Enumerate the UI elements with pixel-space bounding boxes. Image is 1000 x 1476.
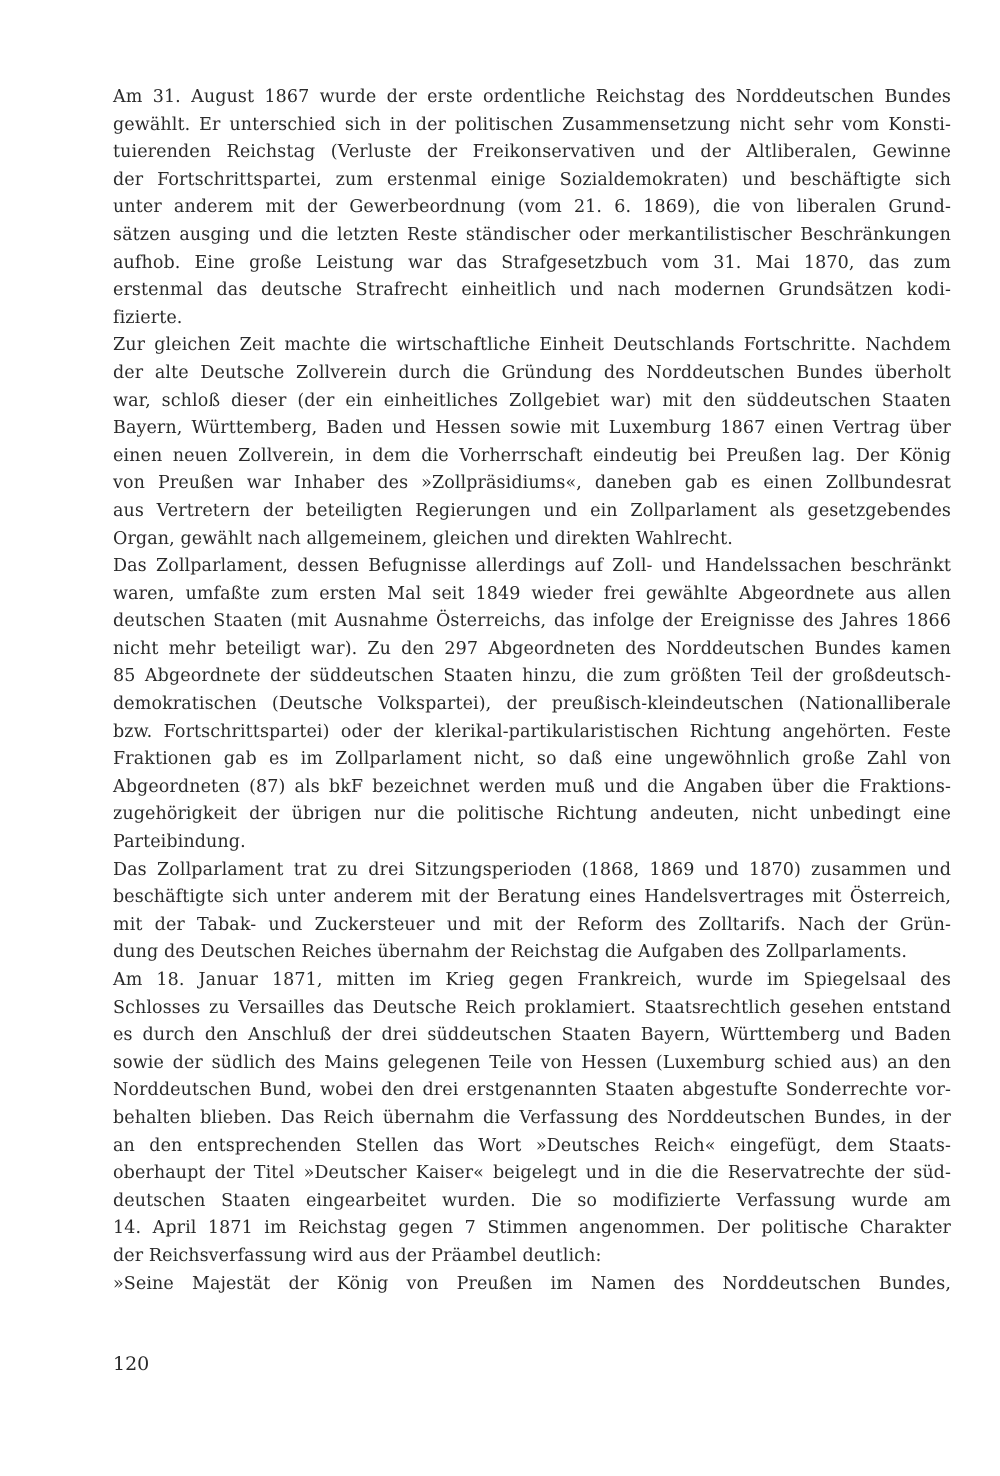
text-line: deutschen Staaten (mit Ausnahme Österreichs, das infolge der Ereignisse des Jahres 1866 <box>113 611 951 632</box>
text-line: Zur gleichen Zeit machte die wirtschaftliche Einheit Deutschlands Fortschritte. Nachdem <box>113 335 951 356</box>
text-line: behalten blieben. Das Reich übernahm die Verfassung des Norddeutschen Bundes, in der <box>113 1107 951 1128</box>
text-line: 85 Abgeordnete der süddeutschen Staaten hinzu, die zum größten Teil der großdeutsch- <box>113 666 951 687</box>
text-line: einen neuen Zollverein, in dem die Vorherrschaft eindeutig bei Preußen lag. Der König <box>113 445 951 466</box>
text-line: gewählt. Er unterschied sich in der politischen Zusammensetzung nicht sehr vom Konsti- <box>113 114 951 135</box>
text-line: 14. April 1871 im Reichstag gegen 7 Stimmen angenommen. Der politische Charakter <box>113 1218 951 1239</box>
text-line: aus Vertretern der beteiligten Regierungen und ein Zollparlament als gesetzgebendes <box>113 500 951 521</box>
text-line: sowie der südlich des Mains gelegenen Teile von Hessen (Luxemburg schied aus) an den <box>113 1052 951 1073</box>
text-line: Am 18. Januar 1871, mitten im Krieg gegen Frankreich, wurde im Spiegelsaal des <box>113 970 951 990</box>
text-line: Bayern, Württemberg, Baden und Hessen sowie mit Luxemburg 1867 einen Vertrag über <box>113 418 951 439</box>
body-text <box>113 84 951 1298</box>
text-line: Abgeordneten (87) als bkF bezeichnet werden muß und die Angaben über die Fraktions- <box>113 776 951 797</box>
page-number: 120 <box>113 1353 150 1375</box>
text-line: »Seine Majestät der König von Preußen im Namen des Norddeutschen Bundes, <box>113 1273 951 1294</box>
text-line: deutschen Staaten eingearbeitet wurden. Die so modifizierte Verfassung wurde am <box>113 1190 951 1211</box>
text-line: es durch den Anschluß der drei süddeutschen Staaten Bayern, Württemberg und Baden <box>113 1025 951 1046</box>
text-line: aufhob. Eine große Leistung war das Strafgesetzbuch vom 31. Mai 1870, das zum <box>113 252 951 273</box>
text-line: der Reichsverfassung wird aus der Präambel deutlich: <box>113 1245 602 1266</box>
text-line: war, schloß dieser (der ein einheitliches Zollgebiet war) mit den süddeutschen Staaten <box>113 390 951 411</box>
text-line: beschäftigte sich unter anderem mit der Beratung eines Handelsvertrages mit Österreich, <box>113 887 951 908</box>
text-line: mit der Tabak- und Zuckersteuer und mit der Reform des Zolltarifs. Nach der Grün- <box>113 914 951 935</box>
text-line: Organ, gewählt nach allgemeinem, gleichen und direkten Wahlrecht. <box>113 528 733 549</box>
text-line: nicht mehr beteiligt war). Zu den 297 Abgeordneten des Norddeutschen Bundes kamen <box>113 638 951 659</box>
text-line: sätzen ausging und die letzten Reste ständischer oder merkantilistischer Beschränkungen <box>113 224 951 245</box>
text-line: demokratischen (Deutsche Volkspartei), der preußisch-kleindeutschen (Nationalliberale <box>113 694 951 715</box>
text-line: bzw. Fortschrittspartei) oder der klerikal-partikularistischen Richtung angehörten. Feste <box>113 721 951 742</box>
text-line: oberhaupt der Titel »Deutscher Kaiser« beigelegt und in die die Reservatrechte der süd- <box>113 1163 951 1184</box>
text-line: waren, umfaßte zum ersten Mal seit 1849 wieder frei gewählte Abgeordnete aus allen <box>113 583 951 604</box>
text-line: Fraktionen gab es im Zollparlament nicht, so daß eine ungewöhnlich große Zahl von <box>113 749 951 770</box>
text-line: der Fortschrittspartei, zum erstenmal einige Sozialdemokraten) und beschäftigte sich <box>113 169 951 190</box>
text-line: an den entsprechenden Stellen das Wort »Deutsches Reich« eingefügt, dem Staats- <box>113 1135 951 1156</box>
text-line: Am 31. August 1867 wurde der erste ordentliche Reichstag des Norddeutschen Bundes <box>113 87 951 107</box>
text-line: erstenmal das deutsche Strafrecht einheitlich und nach modernen Grundsätzen kodi- <box>113 280 951 301</box>
text-line: Parteibindung. <box>113 832 246 853</box>
text-line: dung des Deutschen Reiches übernahm der Reichstag die Aufgaben des Zollparlaments. <box>113 942 908 963</box>
text-line: Schlosses zu Versailles das Deutsche Reich proklamiert. Staatsrechtlich gesehen entstand <box>113 997 951 1018</box>
text-line: tuierenden Reichstag (Verluste der Freikonservativen und der Altliberalen, Gewinne <box>113 142 951 163</box>
text-line: von Preußen war Inhaber des »Zollpräsidiums«, daneben gab es einen Zollbundesrat <box>113 473 951 494</box>
text-line: zugehörigkeit der übrigen nur die politische Richtung andeuten, nicht unbedingt eine <box>113 804 951 825</box>
text-line: unter anderem mit der Gewerbeordnung (vom 21. 6. 1869), die von liberalen Grund- <box>113 197 951 218</box>
text-line: Das Zollparlament, dessen Befugnisse allerdings auf Zoll- und Handelssachen beschränkt <box>113 556 951 577</box>
text-line: Norddeutschen Bund, wobei den drei erstgenannten Staaten abgestufte Sonderrechte vor- <box>113 1080 951 1101</box>
text-line: Das Zollparlament trat zu drei Sitzungsperioden (1868, 1869 und 1870) zusammen und <box>113 859 951 880</box>
text-line: fizierte. <box>113 307 183 328</box>
text-line: der alte Deutsche Zollverein durch die Gründung des Norddeutschen Bundes überholt <box>113 362 951 383</box>
